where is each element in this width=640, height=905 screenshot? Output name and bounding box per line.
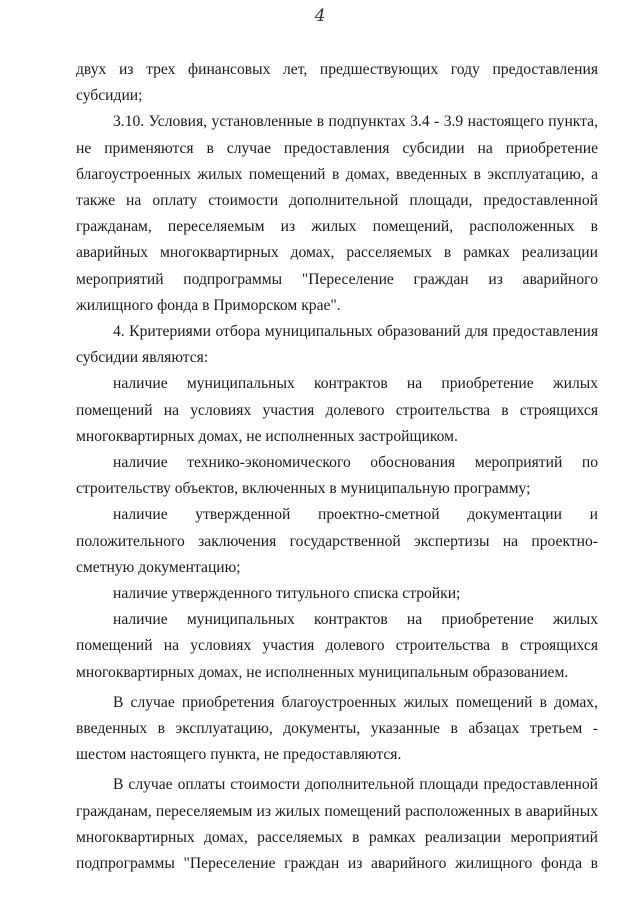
paragraph-exception-purchase: В случае приобретения благоустроенных жилых помещений в домах, введенных в эксплуатацию, документы, указанные в абзацах третьем - шестом настоящего пункта, не предоставляются. — [76, 693, 598, 764]
paragraph-continuation: двух из трех финансовых лет, предшествующих году предоставления субсидии; — [76, 61, 598, 105]
document-body — [76, 57, 598, 877]
paragraph-exception-additional-area: В случае оплаты стоимости дополнительной площади предоставленной гражданам, переселяемым из жилых помещений расположенных в аварийных многоквартирных домах, расселяемых в рамках реализации мероприятий подпрограммы "Переселение граждан из аварийного жилищного фонда в — [76, 776, 598, 873]
paragraph-clause-3-10: 3.10. Условия, установленные в подпунктах 3.4 - 3.9 настоящего пункта, не применяются в случае предоставления субсидии на приобретение благоустроенных жилых помещений в домах, введенных в эксплуатацию, а также на оплату стоимости дополнительной площади, предоставленной гражданам, переселяемым из жилых помещений, расположенных в аварийных многоквартирных домах, расселяемых в рамках реализации мероприятий подпрограммы "Переселение граждан из аварийного жилищного фонда в Приморском крае". — [76, 113, 598, 314]
paragraph-clause-4: 4. Критериями отбора муниципальных образований для предоставления субсидии являются: — [76, 323, 598, 367]
page-number: 4 — [314, 6, 326, 26]
paragraph-criterion-feasibility: наличие технико-экономического обоснования мероприятий по строительству объектов, включенных в муниципальную программу; — [76, 454, 598, 498]
paragraph-criterion-title-list: наличие утвержденного титульного списка стройки; — [113, 585, 461, 603]
paragraph-criterion-municipal-contracts: наличие муниципальных контрактов на приобретение жилых помещений на условиях участия долевого строительства в строящихся многоквартирных домах, не исполненных муниципальным образованием. — [76, 611, 598, 681]
paragraph-criterion-contracts: наличие муниципальных контрактов на приобретение жилых помещений на условиях участия долевого строительства в строящихся многоквартирных домах, не исполненных застройщиком. — [76, 375, 598, 445]
paragraph-criterion-design-docs: наличие утвержденной проектно-сметной документации и положительного заключения государственной экспертизы на проектно-сметную документацию; — [76, 506, 598, 576]
